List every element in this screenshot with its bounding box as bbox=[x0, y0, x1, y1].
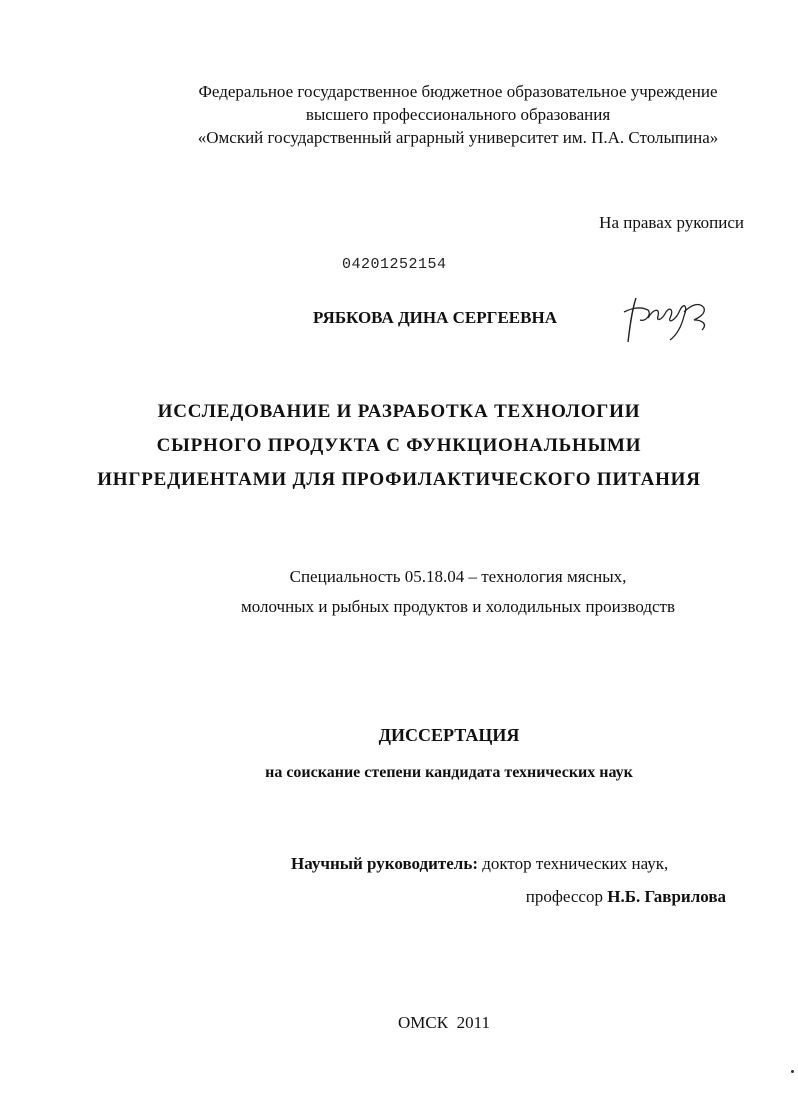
title-line-1: ИССЛЕДОВАНИЕ И РАЗРАБОТКА ТЕХНОЛОГИИ bbox=[157, 401, 641, 422]
specialty-line-1: Специальность 05.18.04 – технология мясных, bbox=[289, 567, 627, 586]
supervisor-rank: доктор технических наук, bbox=[478, 854, 669, 873]
registry-code: 04201252154 bbox=[342, 256, 447, 273]
title-line-3: ИНГРЕДИЕНТАМИ ДЛЯ ПРОФИЛАКТИЧЕСКОГО ПИТАНИЯ bbox=[97, 469, 701, 490]
document-type: ДИССЕРТАЦИЯ bbox=[378, 725, 520, 745]
supervisor-title: профессор bbox=[525, 887, 608, 906]
supervisor-name: Н.Б. Гаврилова bbox=[607, 887, 726, 906]
signature-icon bbox=[618, 290, 718, 350]
supervisor-line-1 bbox=[291, 853, 668, 875]
scan-dot bbox=[791, 1070, 794, 1073]
institution-line-2: высшего профессионального образования bbox=[305, 105, 611, 124]
city-year: ОМСК 2011 bbox=[398, 1013, 490, 1032]
author-name: РЯБКОВА ДИНА СЕРГЕЕВНА bbox=[313, 308, 557, 327]
title-line-2: СЫРНОГО ПРОДУКТА С ФУНКЦИОНАЛЬНЫМИ bbox=[156, 435, 642, 456]
specialty-line-2: молочных и рыбных продуктов и холодильных производств bbox=[240, 597, 676, 616]
degree-line: на соискание степени кандидата технических наук bbox=[265, 764, 633, 781]
supervisor-line-2 bbox=[526, 886, 726, 908]
institution-line-1: Федеральное государственное бюджетное образовательное учреждение bbox=[198, 82, 718, 101]
institution-line-3: «Омский государственный аграрный университет им. П.А. Столыпина» bbox=[197, 128, 719, 147]
rights-note: На правах рукописи bbox=[599, 213, 744, 232]
supervisor-label: Научный руководитель: bbox=[291, 854, 478, 873]
